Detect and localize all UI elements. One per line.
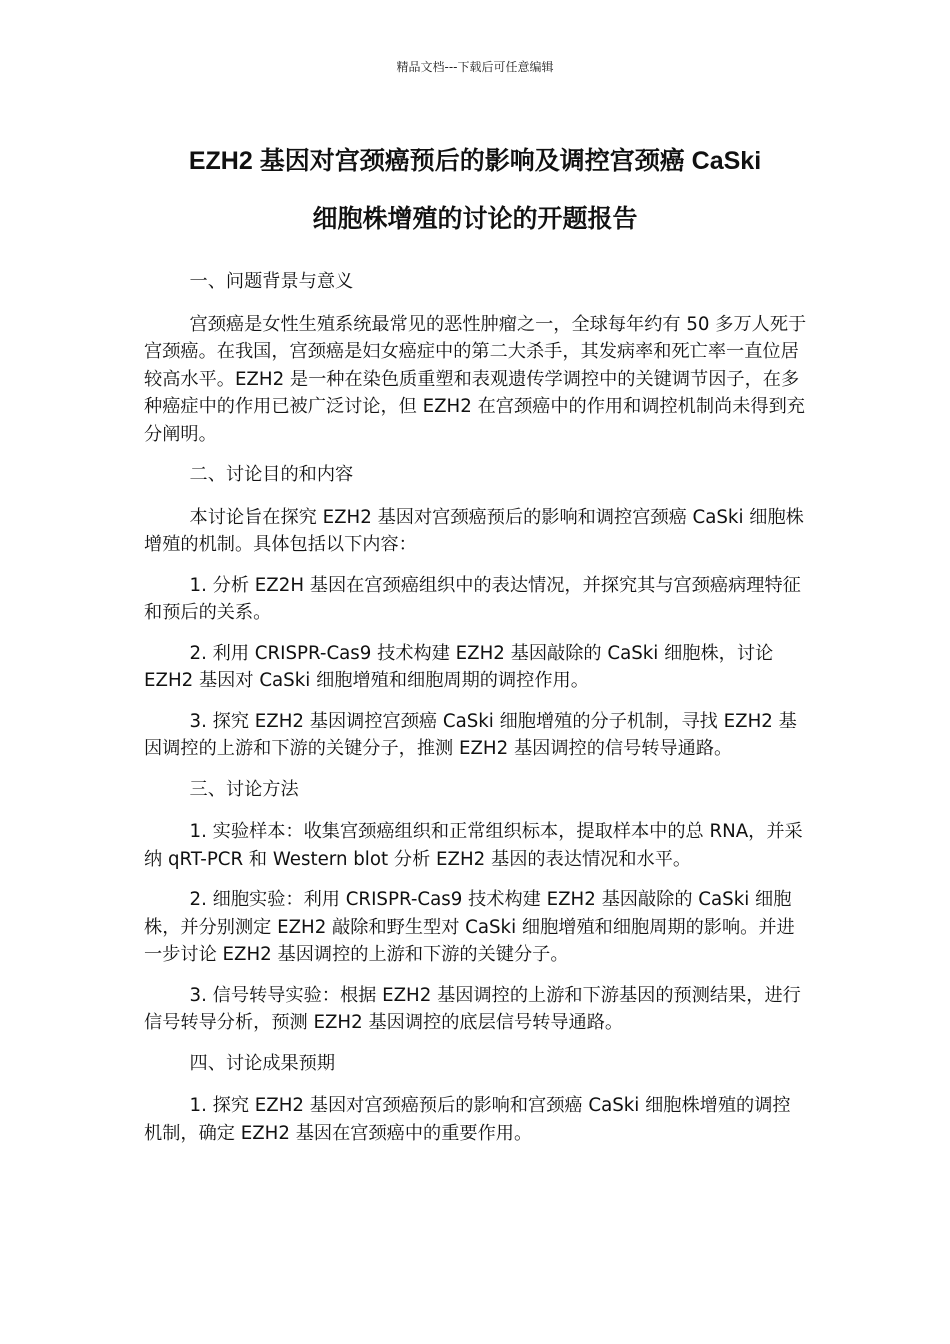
outcome-item-1: 1. 探究 EZH2 基因对宫颈癌预后的影响和宫颈癌 CaSki 细胞株增殖的调控机制，确定 EZH2 基因在宫颈癌中的重要作用。 xyxy=(144,1095,791,1144)
paragraph-objectives-intro: 本讨论旨在探究 EZH2 基因对宫颈癌预后的影响和调控宫颈癌 CaSki 细胞株增殖的机制。具体包括以下内容： xyxy=(144,506,804,555)
paragraph-background: 宫颈癌是女性生殖系统最常见的恶性肿瘤之一，全球每年约有 50 多万人死于宫颈癌。在我国，宫颈癌是妇女癌症中的第二大杀手，其发病率和死亡率一直位居较高水平。EZH2 是一种在染色质重塑和表观遗传学调控中的关键调节因子，在多种癌症中的作用已被广泛讨论，但 EZH2 在宫颈癌中的作用和调控机制尚未得到充分阐明。 xyxy=(144,313,807,445)
method-item-2: 2. 细胞实验：利用 CRISPR-Cas9 技术构建 EZH2 基因敲除的 CaSki 细胞株，并分别测定 EZH2 敲除和野生型对 CaSki 细胞增殖和细胞周期的影响。并进一步讨论 EZH2 基因调控的上游和下游的关键分子。 xyxy=(144,889,795,965)
objective-item-3: 3. 探究 EZH2 基因调控宫颈癌 CaSki 细胞增殖的分子机制，寻找 EZH2 基因调控的上游和下游的关键分子，推测 EZH2 基因调控的信号转导通路。 xyxy=(144,710,797,759)
method-item-1: 1. 实验样本：收集宫颈癌组织和正常组织标本，提取样本中的总 RNA，并采纳 qRT-PCR 和 Western blot 分析 EZH2 基因的表达情况和水平。 xyxy=(144,821,803,870)
section-heading-outcomes: 四、讨论成果预期 xyxy=(189,1052,336,1074)
document-body xyxy=(144,268,808,1160)
page-header: 精品文档---下载后可任意编辑 xyxy=(396,60,554,74)
title-line-1: EZH2 基因对宫颈癌预后的影响及调控宫颈癌 CaSki xyxy=(188,147,762,175)
objective-item-1: 1. 分析 EZ2H 基因在宫颈癌组织中的表达情况，并探究其与宫颈癌病理特征和预后的关系。 xyxy=(144,574,801,623)
method-item-3: 3. 信号转导实验：根据 EZH2 基因调控的上游和下游基因的预测结果，进行信号转导分析，预测 EZH2 基因调控的底层信号转导通路。 xyxy=(144,984,801,1033)
title-line-2: 细胞株增殖的讨论的开题报告 xyxy=(312,205,638,233)
section-heading-methods: 三、讨论方法 xyxy=(189,778,299,800)
document-title xyxy=(100,132,850,248)
section-heading-objectives: 二、讨论目的和内容 xyxy=(189,464,354,485)
section-heading-background: 一、问题背景与意义 xyxy=(189,271,354,292)
objective-item-2: 2. 利用 CRISPR-Cas9 技术构建 EZH2 基因敲除的 CaSki 细胞株，讨论 EZH2 基因对 CaSki 细胞增殖和细胞周期的调控作用。 xyxy=(144,642,774,691)
